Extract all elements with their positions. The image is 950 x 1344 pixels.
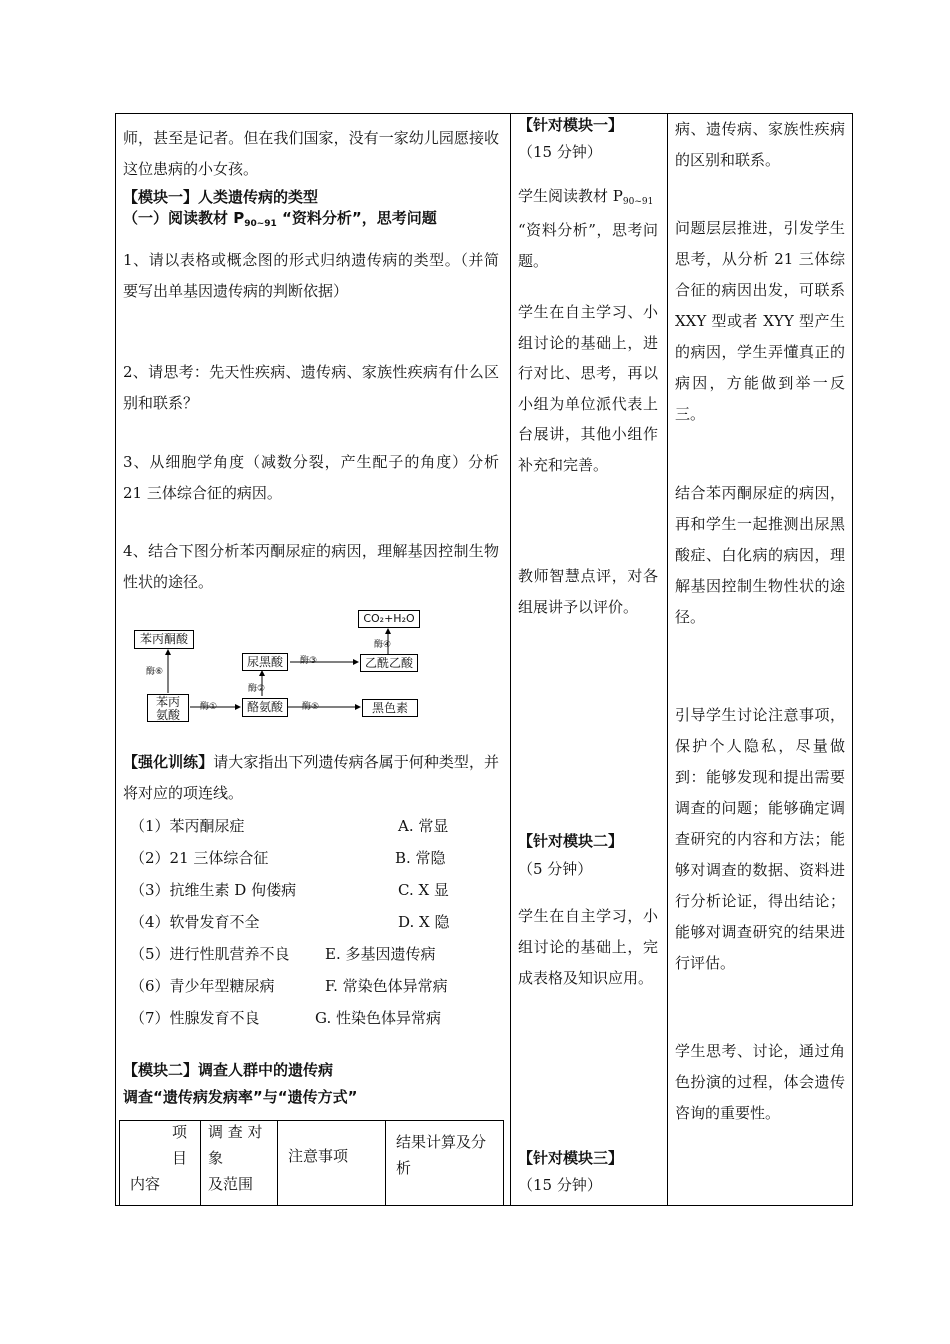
- col2-module3-title: 【针对模块三】: [518, 1149, 624, 1167]
- col3-paragraph-1: 病、遗传病、家族性疾病的区别和联系。: [675, 120, 845, 169]
- table-header-notes: 注意事项: [288, 1147, 349, 1165]
- col2-module3-time: （15 分钟）: [518, 1176, 602, 1194]
- enzyme2-label: 酶②: [248, 684, 266, 694]
- table-header-target: 调 查 对: [208, 1123, 263, 1141]
- table-header-item: 项: [172, 1123, 188, 1141]
- col3-paragraph-2: 问题层层推进，引发学生思考，从分析 21 三体综合征的病因出发，可联系 XXY 型或者 XYY 型产生的病因，学生弄懂真正的病因，方能做到举一反三。: [675, 219, 845, 423]
- drill-title: 【强化训练】: [123, 753, 214, 771]
- enzyme6-label: 酶⑥: [146, 667, 164, 677]
- col3-paragraph-3: 结合苯丙酮尿症的病因，再和学生一起推测出尿黑酸症、白化病的病因，理解基因控制生物性状的途径。: [675, 484, 845, 626]
- homogentisic-box: 尿黑酸: [242, 653, 288, 671]
- col2-module1-group: 学生在自主学习、小组讨论的基础上，进行对比、思考，再以小组为单位派代表上台展讲，其他小组作补充和完善。: [518, 303, 658, 474]
- question-4: 4、结合下图分析苯丙酮尿症的病因，理解基因控制生物性状的途径。: [123, 542, 499, 591]
- phenylalanine-box: 苯丙 氨酸: [147, 694, 189, 722]
- table-header-results: 结果计算及分析: [396, 1133, 487, 1177]
- tyrosine-box: 酪氨酸: [242, 698, 288, 717]
- enzyme1-label: 酶①: [200, 702, 218, 712]
- table-header-target: 及范围: [208, 1175, 254, 1193]
- phenylpyruvate-box: 苯丙酮酸: [134, 630, 194, 649]
- module1-title: 【模块一】人类遗传病的类型: [123, 188, 319, 206]
- question-1: 1、请以表格或概念图的形式归纳遗传病的类型。（并简要写出单基因遗传病的判断依据）: [123, 251, 499, 300]
- table-header-target: 象: [208, 1149, 224, 1167]
- table-header-item: 内容: [130, 1175, 161, 1193]
- col3-paragraph-4: 引导学生讨论注意事项，保护个人隐私，尽量做到：能够发现和提出需要调查的问题；能够确定调查研究的内容和方法；能够对调查的数据、资料进行分析论证，得出结论；能够对调查研究的结果进行评估。: [675, 706, 845, 972]
- col2-module1-title: 【针对模块一】: [518, 116, 624, 134]
- col2-module2-title: 【针对模块二】: [518, 832, 624, 850]
- question-2: 2、请思考：先天性疾病、遗传病、家族性疾病有什么区别和联系？: [123, 363, 499, 412]
- question-3: 3、从细胞学角度（减数分裂，产生配子的角度）分析 21 三体综合征的病因。: [123, 453, 499, 502]
- module2-subtitle: 调查“遗传病发病率”与“遗传方式”: [123, 1088, 358, 1106]
- melanin-box: 黑色素: [362, 699, 418, 717]
- col2-module1-teacher: 教师智慧点评，对各组展讲予以评价。: [518, 567, 658, 616]
- co2-h2o-box: CO₂+H₂O: [358, 610, 420, 628]
- col2-module2-text: 学生在自主学习，小组讨论的基础上，完成表格及知识应用。: [518, 907, 658, 987]
- acetoacetate-box: 乙酰乙酸: [360, 654, 418, 672]
- survey-table: [119, 1120, 504, 1206]
- enzyme5-label: 酶⑤: [302, 702, 320, 712]
- enzyme4-label: 酶④: [374, 640, 392, 650]
- enzyme3-label: 酶③: [300, 656, 318, 666]
- col2-module2-time: （5 分钟）: [518, 860, 593, 878]
- drill-text: 请大家指出下列遗传病各属于何种类型，并将对应的项连线。: [123, 753, 499, 802]
- module1-subtitle: （一）阅读教材 $P_{90\sim 91}$ “资料分析”，思考问题: [123, 209, 437, 229]
- module2-title: 【模块二】调查人群中的遗传病: [123, 1061, 334, 1079]
- drill-paragraph: [123, 747, 499, 809]
- table-header-item: 目: [172, 1149, 188, 1167]
- col2-module1-time: （15 分钟）: [518, 143, 602, 161]
- col3-paragraph-5: 学生思考、讨论，通过角色扮演的过程，体会遗传咨询的重要性。: [675, 1042, 845, 1122]
- col2-module1-read: 学生阅读教材 $P_{90\sim 91}$ “资料分析”，思考问题。: [518, 187, 658, 270]
- column-divider: [510, 113, 511, 1206]
- column-divider: [667, 113, 668, 1206]
- intro-text: 师，甚至是记者。但在我们国家，没有一家幼儿园愿接收这位患病的小女孩。: [123, 129, 499, 178]
